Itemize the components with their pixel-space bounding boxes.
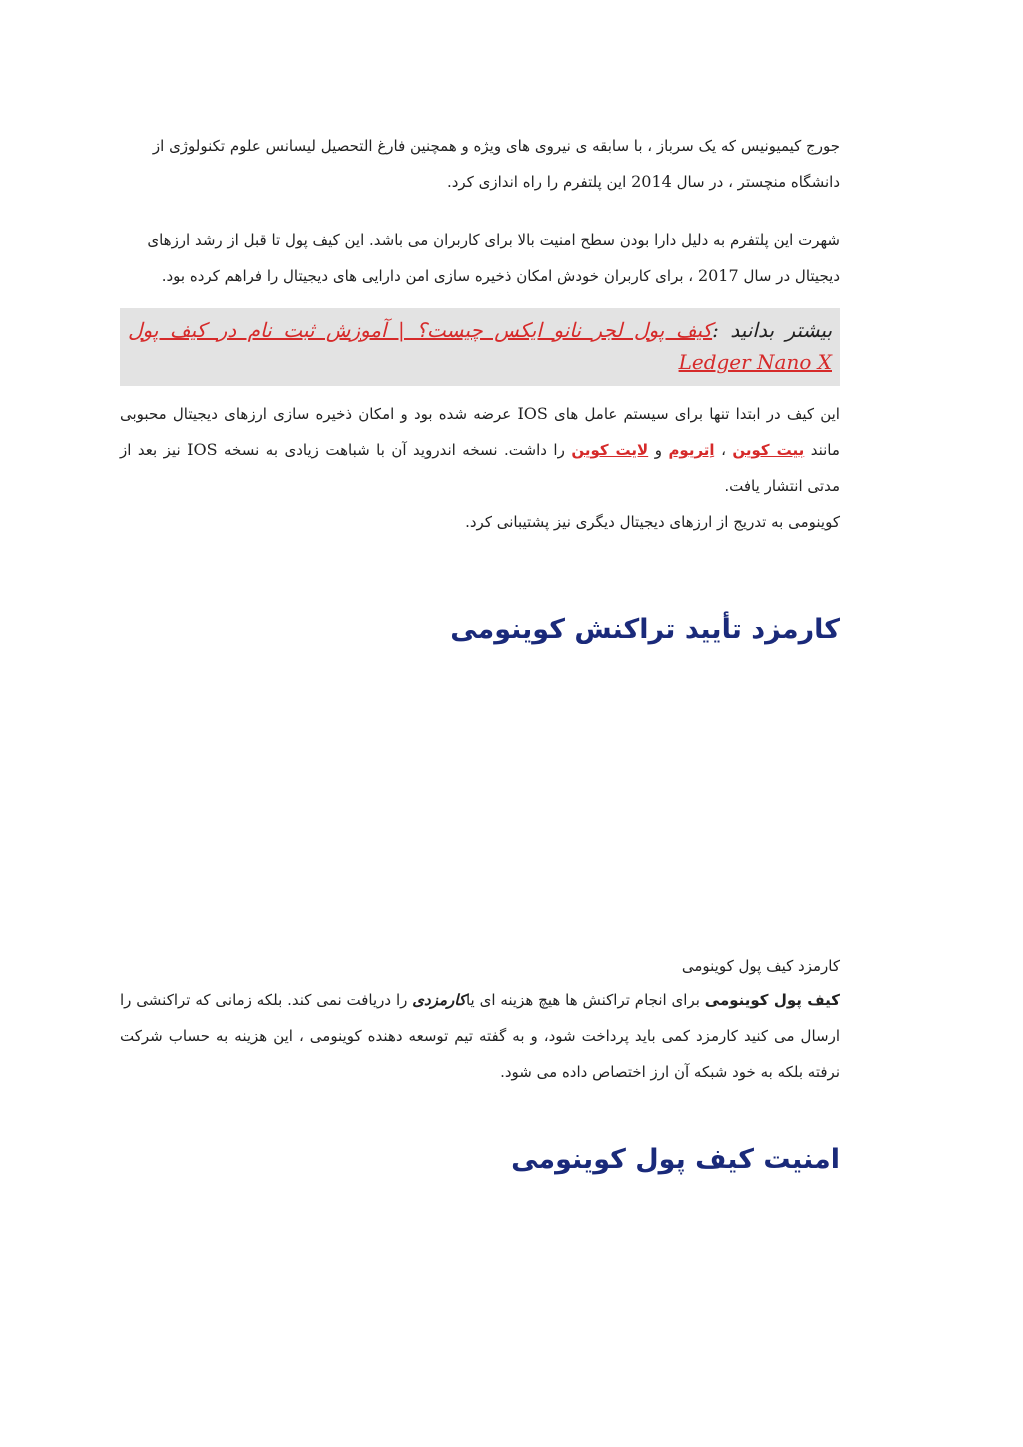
paragraph-support: کوینومی به تدریج از ارزهای دیجیتال دیگری نیز پشتیبانی کرد. xyxy=(465,513,840,531)
history-text-1: این کیف در ابتدا تنها برای سیستم عامل های xyxy=(554,405,840,423)
history-text-5: نیز بعد از مدتی انتشار یافت. xyxy=(120,441,840,495)
fee-image-placeholder xyxy=(120,650,840,950)
history-separator: ، xyxy=(721,441,726,459)
paragraph-reputation xyxy=(120,222,840,294)
reputation-year: 2017 xyxy=(697,266,739,285)
reputation-text-line2-end: ، برای کاربران خودش امکان ذخیره سازی امن دارایی های دیجیتال را فراهم کرده بود. xyxy=(161,267,694,285)
read-more-label: بیشتر بدانید : xyxy=(712,318,833,342)
ios-term-2: IOS xyxy=(187,440,218,459)
history-text-4: را داشت. نسخه اندروید آن با شباهت زیادی به نسخه xyxy=(224,441,565,459)
founding-year: 2014 xyxy=(631,172,672,191)
ethereum-link[interactable]: اِتریوم xyxy=(668,441,715,459)
fee-caption: کارمزد کیف پول کوینومی xyxy=(681,957,840,975)
founder-text-line1: جورج کیمیونیس که یک سرباز ، با سابقه ی نیروی های ویژه و همچنین فارغ التحصیل لیسانس علوم تکنولوژی از xyxy=(152,137,840,155)
history-text-3: مانند xyxy=(810,441,840,459)
founder-text-line2-start: دانشگاه منچستر ، در سال xyxy=(676,173,840,191)
history-and: و xyxy=(654,441,662,459)
reputation-text-line2-start: دیجیتال در سال xyxy=(743,267,840,285)
bitcoin-link[interactable]: بیت کوین xyxy=(732,441,805,459)
fee-bold-lead: کیف پول کوینومی xyxy=(704,991,840,1009)
read-more-callout xyxy=(120,308,840,386)
history-text-2: عرضه شده بود و امکان ذخیره سازی ارزهای دیجیتال محبوبی xyxy=(120,405,512,423)
fee-text-2: را دریافت نمی کند. بلکه زمانی که تراکنشی را ارسال می کنید کارمزد کمی باید پرداخت شود، و به گفته تیم توسعه دهنده کوینومی ، این هزینه به حساب شرکت نرفته بلکه به خود شبکه آن ارز اختصاص داده می شود. xyxy=(120,991,840,1081)
founder-text-line2-end: این پلتفرم را راه اندازی کرد. xyxy=(446,173,627,191)
paragraph-fee xyxy=(120,982,840,1090)
heading-fee: کارمزد تأیید تراکنش کوینومی xyxy=(450,614,840,645)
heading-security: امنیت کیف پول کوینومی xyxy=(511,1144,840,1175)
paragraph-founder xyxy=(120,128,840,200)
read-more-link[interactable]: کیف پول لجر نانو ایکس چیست؟ | آموزش ثبت نام در کیف پول Ledger Nano X xyxy=(128,318,832,374)
litecoin-link[interactable]: لایت کوین xyxy=(571,441,649,459)
reputation-text-line1: شهرت این پلتفرم به دلیل دارا بودن سطح امنیت بالا برای کاربران می باشد. این کیف پول تا قبل از رشد ارزهای xyxy=(147,231,840,249)
fee-bold-italic: کارمزدی xyxy=(412,991,466,1009)
paragraph-history xyxy=(120,396,840,504)
document-page xyxy=(120,128,840,1180)
ios-term-1: IOS xyxy=(517,404,548,423)
fee-text-1: برای انجام تراکنش ها هیچ هزینه ای یا xyxy=(465,991,700,1009)
